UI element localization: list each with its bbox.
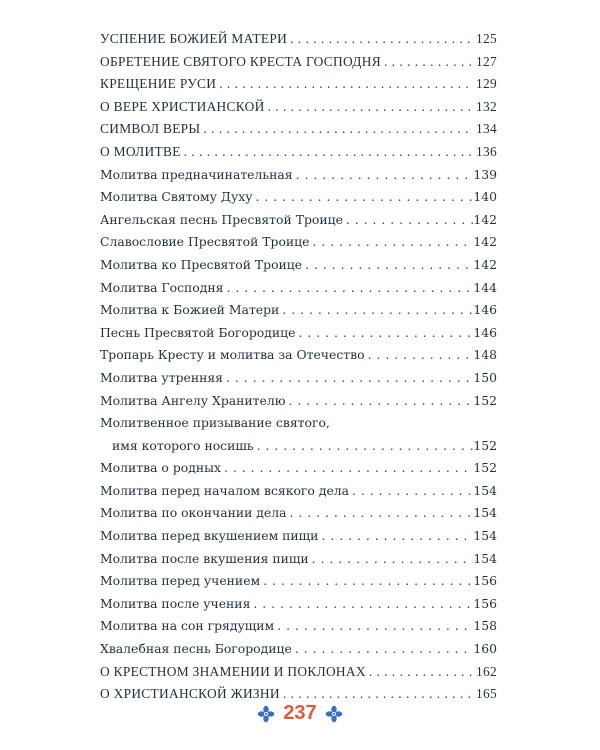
toc-entry-page: 127 [476,53,497,69]
dot-leader [254,435,473,458]
toc-entry-title: О МОЛИТВЕ [100,143,181,159]
toc-entry [100,661,497,684]
toc-entry [100,209,497,232]
toc-entry [100,322,497,345]
table-of-contents [100,28,497,706]
toc-entry-title: Славословие Пресвятой Троице [100,234,310,250]
toc-entry [100,344,497,367]
toc-entry-page: 156 [473,595,497,611]
toc-entry [100,141,497,164]
toc-entry [100,118,497,141]
toc-entry [100,638,497,661]
toc-entry [100,96,497,119]
dot-leader [365,344,473,367]
toc-entry [100,367,497,390]
toc-entry-title: Ангельская песнь Пресвятой Троице [100,211,343,227]
dot-leader [250,593,473,616]
toc-entry [100,480,497,503]
toc-entry-title: О ХРИСТИАНСКОЙ ЖИЗНИ [100,686,280,702]
toc-entry-page: 158 [473,618,497,634]
dot-leader [274,615,473,638]
toc-entry-page: 152 [473,437,497,453]
toc-entry-page: 154 [473,505,497,521]
toc-entry-page: 140 [473,189,497,205]
toc-entry-title: Молитва Господня [100,279,224,295]
toc-entry-title: Хвалебная песнь Богородице [100,641,292,657]
toc-entry-page: 152 [473,460,497,476]
toc-entry-title: имя которого носишь [112,437,254,453]
toc-entry [100,28,497,51]
toc-entry-page: 148 [473,347,497,363]
dot-leader [295,322,473,345]
toc-entry [100,277,497,300]
dot-leader [221,457,473,480]
toc-entry [100,73,497,96]
toc-entry-title: Песнь Пресвятой Богородице [100,324,296,340]
toc-entry-title: СИМВОЛ ВЕРЫ [100,121,201,137]
toc-entry-page: 125 [476,31,497,46]
toc-entry-title: Молитва после учения [100,595,251,611]
toc-entry-page: 165 [476,686,497,702]
toc-entry-title: О ВЕРЕ ХРИСТИАНСКОЙ [100,98,265,114]
dot-leader [381,51,473,74]
toc-entry-page: 146 [473,302,497,318]
toc-entry [100,186,497,209]
dot-leader [302,254,473,277]
toc-entry-title: Молитва по окончании дела [100,505,287,521]
toc-entry [100,457,497,480]
toc-entry-page: 136 [476,143,497,159]
toc-entry-title: Молитва перед учением [100,573,261,589]
dot-leader [349,480,473,503]
toc-entry-title: Молитва на сон грядущим [100,618,275,634]
dot-leader [293,164,473,187]
dot-leader [343,209,473,232]
toc-entry [100,231,497,254]
toc-entry-page: 134 [476,121,497,137]
toc-entry-page: 142 [473,211,497,227]
toc-entry-page: 154 [473,550,497,566]
dot-leader [279,299,473,322]
toc-entry-title: Молитва Ангелу Хранителю [100,392,286,408]
toc-entry-title: Тропарь Кресту и молитва за Отечество [100,347,365,363]
toc-entry-page: 129 [476,76,497,92]
toc-entry-title: Молитва к Божией Матери [100,302,280,318]
toc-entry-title: Молитва о родных [100,460,221,476]
toc-entry [100,570,497,593]
flower-icon [325,705,343,723]
toc-entry [100,299,497,322]
dot-leader [253,186,473,209]
dot-leader [287,28,473,51]
flower-icon [257,705,275,723]
toc-entry [100,412,497,435]
toc-entry-page: 144 [473,279,497,295]
toc-entry-page: 146 [473,324,497,340]
toc-entry-page: 150 [473,369,497,385]
toc-entry [100,593,497,616]
dot-leader [318,525,473,548]
toc-entry [100,254,497,277]
toc-entry [100,615,497,638]
toc-entry-page: 154 [473,482,497,498]
toc-entry-page: 162 [476,663,497,679]
toc-entry-title: Молитва Святому Духу [100,189,253,205]
toc-entry-title: Молитва перед началом всякого дела [100,482,350,498]
toc-entry-title: О КРЕСТНОМ ЗНАМЕНИИ И ПОКЛОНАХ [100,663,366,679]
toc-entry-page: 160 [473,641,497,657]
toc-entry-page: 156 [473,573,497,589]
toc-entry [100,525,497,548]
toc-entry-title: Молитва утренняя [100,369,223,385]
toc-entry-page: 132 [476,98,497,114]
toc-entry-page: 154 [473,528,497,544]
dot-leader [287,502,473,525]
toc-entry [100,548,497,571]
dot-leader [223,367,473,390]
toc-entry-page: 152 [473,392,497,408]
dot-leader [200,118,473,141]
toc-entry [100,164,497,187]
toc-entry [100,435,497,458]
dot-leader [265,96,473,119]
toc-entry [100,502,497,525]
toc-entry-title: Молитва перед вкушением пищи [100,528,319,544]
dot-leader [286,390,473,413]
toc-entry-page: 139 [473,166,497,182]
toc-entry-page: 142 [473,234,497,250]
dot-leader [223,277,473,300]
dot-leader [216,73,473,96]
page-number: 237 [283,702,317,724]
toc-entry-title: ОБРЕТЕНИЕ СВЯТОГО КРЕСТА ГОСПОДНЯ [100,53,381,69]
toc-entry [100,51,497,74]
dot-leader [292,638,473,661]
toc-entry-title: Молитва ко Пресвятой Троице [100,256,303,272]
toc-entry-title: КРЕЩЕНИЕ РУСИ [100,76,217,92]
toc-entry [100,390,497,413]
dot-leader [181,141,473,164]
page-footer [0,702,600,725]
toc-entry-title: Молитва после вкушения пищи [100,550,309,566]
dot-leader [260,570,473,593]
toc-entry-title: Молитва предначинательная [100,166,293,182]
toc-entry-title: Молитвенное призывание святого, [100,415,330,431]
dot-leader [309,548,473,571]
toc-entry-title: УСПЕНИЕ БОЖИЕЙ МАТЕРИ [100,31,288,46]
toc-entry-page: 142 [473,256,497,272]
dot-leader [309,231,473,254]
dot-leader [366,661,473,684]
